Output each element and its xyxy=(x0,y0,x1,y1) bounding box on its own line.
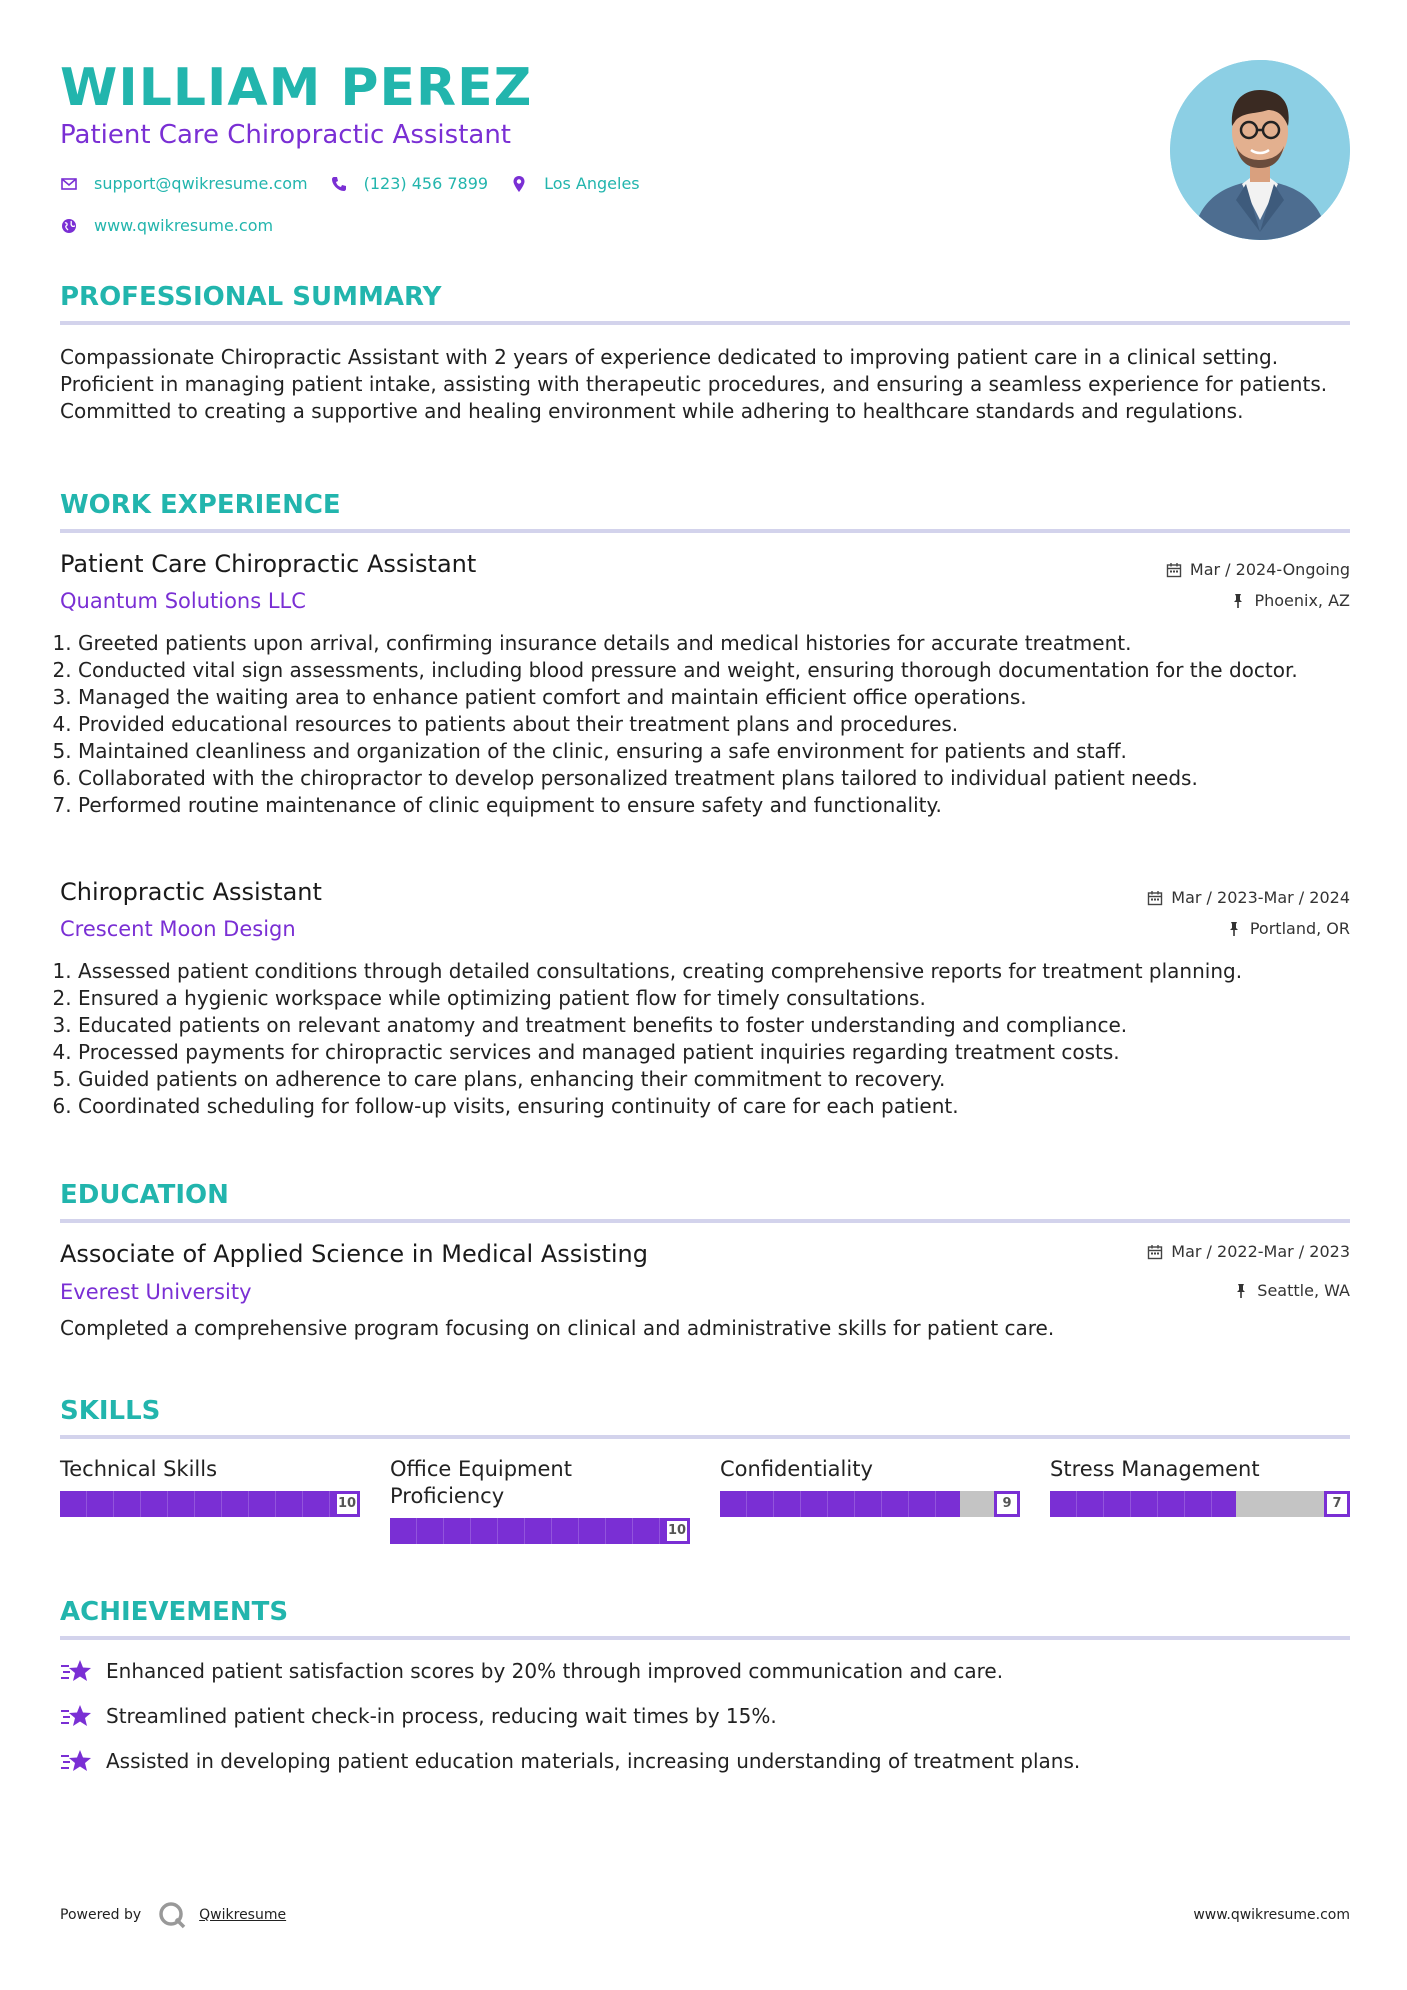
job-dates-text: Mar / 2023-Mar / 2024 xyxy=(1171,888,1350,907)
list-item: 5. Guided patients on adherence to care plans, enhancing their commitment to recovery. xyxy=(78,1066,1353,1093)
job-dates-text: Mar / 2024-Ongoing xyxy=(1189,560,1350,579)
education-dates-text: Mar / 2022-Mar / 2023 xyxy=(1171,1242,1350,1261)
company-name: Quantum Solutions LLC xyxy=(60,589,306,613)
section-divider xyxy=(60,321,1350,325)
job-dates xyxy=(1147,888,1350,907)
job-bullets xyxy=(60,630,1353,819)
skill-bar xyxy=(390,1518,690,1544)
pin-icon xyxy=(1233,1283,1249,1299)
achievement-item xyxy=(60,1658,1003,1684)
section-divider xyxy=(60,1636,1350,1640)
website-row xyxy=(60,216,295,235)
profile-photo xyxy=(1170,60,1350,240)
section-divider xyxy=(60,1219,1350,1223)
list-item: 1. Greeted patients upon arrival, confirming insurance details and medical histories for accurate treatment. xyxy=(78,630,1353,657)
summary-heading: PROFESSIONAL SUMMARY xyxy=(60,282,442,312)
skill-level: 10 xyxy=(334,1491,360,1517)
summary-text: Compassionate Chiropractic Assistant with 2 years of experience dedicated to improving patient care in a clinical setting. Proficient in managing patient intake, assisting with therapeutic procedures, and ensuring a seamless experience for patients. Committed to creating a supportive and healing environment while adhering to healthcare standards and regulations. xyxy=(60,345,1328,423)
skill-bar xyxy=(1050,1491,1350,1517)
degree-title: Associate of Applied Science in Medical Assisting xyxy=(60,1240,648,1268)
list-item: 4. Provided educational resources to patients about their treatment plans and procedures. xyxy=(78,711,1353,738)
website-text: www.qwikresume.com xyxy=(94,216,274,235)
powered-by-text: Powered by xyxy=(60,1907,142,1923)
education-heading: EDUCATION xyxy=(60,1180,229,1210)
skill-item xyxy=(60,1456,360,1517)
achievement-text: Enhanced patient satisfaction scores by 20% through improved communication and care. xyxy=(106,1659,1004,1683)
section-divider xyxy=(60,1435,1350,1439)
pin-icon xyxy=(1226,921,1242,937)
location-text: Los Angeles xyxy=(544,174,640,193)
footer-website[interactable]: www.qwikresume.com xyxy=(1193,1907,1350,1923)
list-item: 1. Assessed patient conditions through detailed consultations, creating comprehensive reports for treatment planning. xyxy=(78,958,1353,985)
skill-name: Office Equipment Proficiency xyxy=(390,1457,572,1508)
candidate-name: WILLIAM PEREZ xyxy=(60,58,533,118)
education-location xyxy=(1233,1281,1350,1300)
skill-name: Technical Skills xyxy=(60,1457,218,1481)
calendar-icon xyxy=(1147,1244,1163,1260)
email-text: support@qwikresume.com xyxy=(94,174,308,193)
location-item xyxy=(510,174,640,193)
job-dates xyxy=(1166,560,1350,579)
achievement-text: Assisted in developing patient education materials, increasing understanding of treatment plans. xyxy=(106,1749,1081,1773)
brand-link[interactable]: Qwikresume xyxy=(199,1907,287,1923)
job-bullets xyxy=(60,958,1353,1120)
email-item[interactable] xyxy=(60,174,308,193)
skill-bar-fill xyxy=(60,1491,360,1517)
job-location xyxy=(1226,919,1350,938)
education-description: Completed a comprehensive program focusing on clinical and administrative skills for patient care. xyxy=(60,1316,1055,1340)
skills-heading: SKILLS xyxy=(60,1396,161,1426)
list-item: 3. Educated patients on relevant anatomy and treatment benefits to foster understanding and compliance. xyxy=(78,1012,1353,1039)
list-item: 5. Maintained cleanliness and organization of the clinic, ensuring a safe environment for patients and staff. xyxy=(78,738,1353,765)
section-divider xyxy=(60,529,1350,533)
map-pin-icon xyxy=(510,175,528,193)
website-item[interactable] xyxy=(60,216,273,235)
job-title: Patient Care Chiropractic Assistant xyxy=(60,550,477,578)
skill-item xyxy=(390,1456,690,1544)
skill-item xyxy=(1050,1456,1350,1517)
skill-bar-fill xyxy=(1050,1491,1236,1517)
skill-bar-fill xyxy=(720,1491,960,1517)
phone-icon xyxy=(330,175,348,193)
skill-level: 10 xyxy=(664,1518,690,1544)
job-location-text: Portland, OR xyxy=(1249,919,1350,938)
candidate-title: Patient Care Chiropractic Assistant xyxy=(60,120,511,150)
resume-page xyxy=(60,0,1350,1990)
list-item: 3. Managed the waiting area to enhance patient comfort and maintain efficient office operations. xyxy=(78,684,1353,711)
shooting-star-icon xyxy=(60,1658,92,1684)
pin-icon xyxy=(1230,593,1246,609)
skill-level: 9 xyxy=(994,1491,1020,1517)
job-title: Chiropractic Assistant xyxy=(60,878,322,906)
phone-item[interactable] xyxy=(330,174,488,193)
list-item: 6. Coordinated scheduling for follow-up visits, ensuring continuity of care for each patient. xyxy=(78,1093,1353,1120)
achievement-item xyxy=(60,1703,777,1729)
footer-powered-by xyxy=(60,1900,286,1930)
school-name: Everest University xyxy=(60,1280,252,1304)
list-item: 7. Performed routine maintenance of clinic equipment to ensure safety and functionality. xyxy=(78,792,1353,819)
experience-heading: WORK EXPERIENCE xyxy=(60,490,341,520)
list-item: 6. Collaborated with the chiropractor to develop personalized treatment plans tailored to individual patient needs. xyxy=(78,765,1353,792)
calendar-icon xyxy=(1166,562,1182,578)
skill-level: 7 xyxy=(1324,1491,1350,1517)
achievement-item xyxy=(60,1748,1080,1774)
envelope-icon xyxy=(60,175,78,193)
skill-name: Confidentiality xyxy=(720,1457,873,1481)
list-item: 2. Conducted vital sign assessments, including blood pressure and weight, ensuring thorough documentation for the doctor. xyxy=(78,657,1353,684)
achievement-text: Streamlined patient check-in process, reducing wait times by 15%. xyxy=(106,1704,777,1728)
contact-row xyxy=(60,174,662,193)
achievements-heading: ACHIEVEMENTS xyxy=(60,1597,289,1627)
job-location-text: Phoenix, AZ xyxy=(1254,591,1350,610)
list-item: 4. Processed payments for chiropractic services and managed patient inquiries regarding treatment costs. xyxy=(78,1039,1353,1066)
skill-bar xyxy=(720,1491,1020,1517)
globe-icon xyxy=(60,217,78,235)
shooting-star-icon xyxy=(60,1748,92,1774)
education-dates xyxy=(1147,1242,1350,1261)
skill-name: Stress Management xyxy=(1050,1457,1260,1481)
shooting-star-icon xyxy=(60,1703,92,1729)
portrait-image xyxy=(1170,60,1350,240)
skill-bar xyxy=(60,1491,360,1517)
job-location xyxy=(1230,591,1350,610)
phone-text: (123) 456 7899 xyxy=(363,174,489,193)
skill-bar-fill xyxy=(390,1518,690,1544)
calendar-icon xyxy=(1147,890,1163,906)
education-location-text: Seattle, WA xyxy=(1257,1281,1350,1300)
list-item: 2. Ensured a hygienic workspace while optimizing patient flow for timely consultations. xyxy=(78,985,1353,1012)
skill-item xyxy=(720,1456,1020,1517)
qwikresume-logo-icon xyxy=(157,1900,187,1930)
company-name: Crescent Moon Design xyxy=(60,917,296,941)
